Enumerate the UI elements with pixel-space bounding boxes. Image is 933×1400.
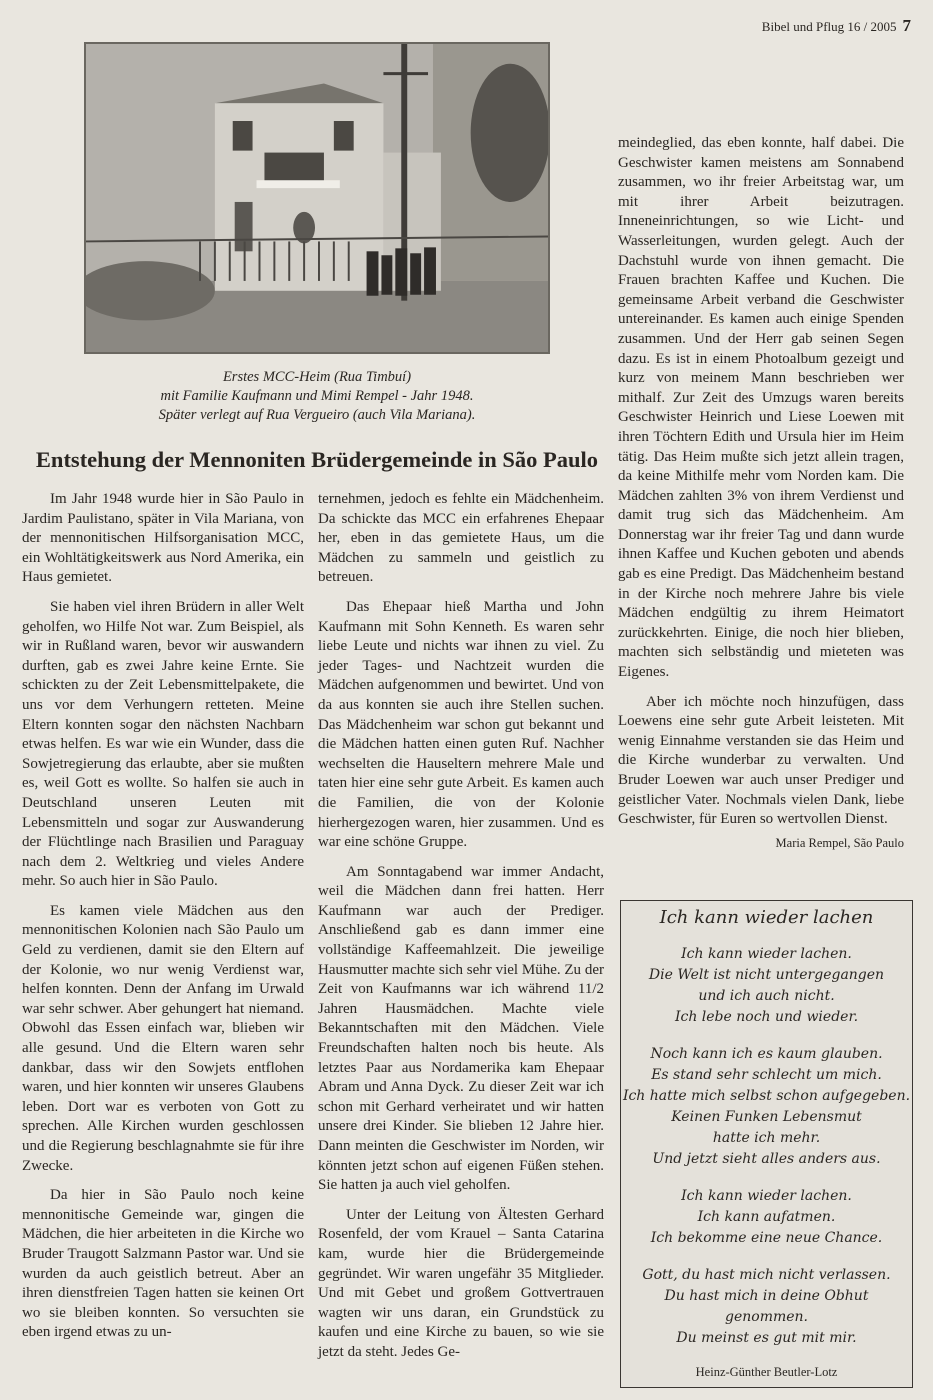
poem-line: Du meinst es gut mit mir. — [676, 1330, 857, 1346]
article-column-2 — [318, 490, 604, 1373]
page-number: 7 — [902, 16, 911, 35]
article-author: Maria Rempel, São Paulo — [775, 835, 904, 850]
paragraph: Im Jahr 1948 wurde hier in São Paulo in Jardim Paulistano, später in Vila Mariana, von der mennonitischen Hilfsorganisation MCC, ein Wohltätigkeitswerk aus Nord Amerika, ein Haus gemietet. — [22, 491, 304, 586]
poem-line: Gott, du hast mich nicht verlassen. — [642, 1267, 891, 1283]
poem-line: Ich kann aufatmen. — [697, 1209, 836, 1225]
poem-line: Du hast mich in deine Obhut — [664, 1288, 869, 1304]
paragraph: Es kamen viele Mädchen aus den mennonitischen Kolonien nach São Paulo um Geld zu verdienen, damit sie den Eltern auf der Kolonie, wo nur wenig Verdienst war, helfen konnten. Denn der Anfang im Urwald war sehr schwer. Aber gehungert hat niemand. Obwohl das Essen einfach war, blieben wir alle gesund. Und die Eltern waren sehr dankbar, dass wir den Sowjets entflohen waren, und hier konnten wir unseres Glaubens leben. Dort war es verboten von Gott zu sprechen. Alle Kirchen wurden geschlossen und die Regierung beschlagnahmte sie für ihre Zwecke. — [22, 902, 304, 1174]
poem-line: Keinen Funken Lebensmut — [671, 1109, 862, 1125]
poem-title: Ich kann wieder lachen — [659, 907, 874, 928]
article-column-3 — [618, 134, 904, 853]
poem-line: Ich lebe noch und wieder. — [674, 1009, 859, 1025]
paragraph: Sie haben viel ihren Brüdern in aller Welt geholfen, wo Hilfe Not war. Zum Beispiel, als wir in Rußland waren, bevor wir auswandern durften, gab es zwei Jahre keine Ernte. Sie schickten zu der Zeit Lebensmittelpakete, die uns vor dem Verhungern retteten. Meine Eltern konnten sogar den nächsten Nachbarn etwas helfen. Es war wie ein Wunder, dass die Sowjetregierung das erlaubte, aber sie mußten es, weil Gott es wollte. So halfen sie auch in Deutschland unseren Leuten mit Lebensmitteln und sogar zur Auswanderung der Flüchtlinge nach Brasilien und Paraguay nach dem 2. Weltkrieg und vieles Andere mehr. So auch hier in São Paulo. — [22, 598, 304, 890]
caption-line: Später verlegt auf Rua Vergueiro (auch Vila Mariana). — [158, 407, 476, 423]
paragraph: Unter der Leitung von Ältesten Gerhard Rosenfeld, der vom Krauel – Santa Catarina kam, wurde hier die Brüdergemeinde gegründet. Wir waren ungefähr 35 Mitglieder. Und mit Gebet und großem Gottvertrauen wagten wir uns daran, ein Grundstück zu kaufen und eine Kirche zu bauen, so wie sie jetzt da steht. Jedes Ge- — [318, 1206, 604, 1360]
poem-stanza — [621, 1265, 912, 1349]
poem-line: Ich kann wieder lachen. — [681, 946, 852, 962]
caption-line: mit Familie Kaufmann und Mimi Rempel - Jahr 1948. — [160, 388, 474, 404]
poem-line: Ich kann wieder lachen. — [681, 1188, 852, 1204]
poem-stanza — [621, 1044, 912, 1170]
poem-line: und ich auch nicht. — [698, 988, 835, 1004]
poem-line: Es stand sehr schlecht um mich. — [651, 1067, 882, 1083]
poem-line: hatte ich mehr. — [712, 1130, 821, 1146]
house-photo-drawing — [86, 44, 548, 352]
poem-line: Noch kann ich es kaum glauben. — [650, 1046, 883, 1062]
poem-line: Ich hatte mich selbst schon aufgegeben. — [622, 1088, 911, 1104]
paragraph: Da hier in São Paulo noch keine mennonitische Gemeinde war, gingen die Mädchen, die hier arbeiteten in die Kirche wo Bruder Traugott Salzmann Pastor war. Und sie wurden da auch geistlich betreut. Aber an ihren dienstfreien Tagen hatten sie keinen Ort wo sie bleiben konnten. So versuchten sie eben irgend etwas zu un- — [22, 1187, 304, 1341]
house-photo — [84, 42, 550, 354]
caption-line: Erstes MCC-Heim (Rua Timbuí) — [222, 369, 412, 385]
paragraph: meindeglied, das eben konnte, half dabei. Die Geschwister kamen meistens am Sonnabend zusammen, wo ihr freier Arbeitstag war, um mit ihrer Arbeit beizutragen. Inneneinrichtungen, so wie Licht- und Wasserleitungen, wurden gelegt. Auch der Dachstuhl wurde von ihnen gemacht. Die Frauen brachten Kaffee und Kuchen. Die gemeinsame Arbeit verband die Geschwister untereinander. Es kamen auch einige Spenden zusammen. Und der Herr gab seinen Segen dazu. Es ist in einem Photoalbum gezeigt und kurz von meinem Mann beschrieben wer mithalf. Zur Zeit des Umzugs waren bereits Geschwister Heinrich und Liese Loewen mit ihren Töchtern Edith und Ursula hier im Heim tätig. Das Heim mußte sich jetzt allein tragen, da keine Mithilfe mehr vom Norden kam. Die Mädchen zahlten 3% von ihrem Verdienst und damit trug sich das Mädchenheim. Am Donnerstag war ihr freier Tag und dann wurde ihnen Kaffee und Kuchen geboten und abends gab es eine Predigt. Das Mädchenheim bestand in der Kirche noch mehrere Jahre bis viele Mädchen endgültig zu ihrem Heimatort zurückkehrten. Einige, die noch hier blieben, machten sich selbständig und mieteten was Eigenes. — [618, 135, 904, 681]
poem-line: Die Welt ist nicht untergegangen — [648, 967, 885, 983]
article-title: Entstehung der Mennoniten Brüdergemeinde in São Paulo — [35, 447, 599, 472]
photo-caption — [80, 368, 554, 425]
poem-author: Heinz-Günther Beutler-Lotz — [695, 1365, 838, 1379]
poem-stanza — [621, 1186, 912, 1249]
poem-line: Ich bekomme eine neue Chance. — [650, 1230, 883, 1246]
paragraph: Aber ich möchte noch hinzufügen, dass Loewens eine sehr gute Arbeit leisteten. Mit wenig Einnahme verstanden sie das Heim und die Kirche wunderbar zu verwalten. Und Bruder Loewen war auch unser Prediger und geistlicher Vater. Nochmals vielen Dank, liebe Geschwister, für Euren so wertvollen Dienst. — [618, 693, 904, 828]
paragraph: Das Ehepaar hieß Martha und John Kaufmann mit Sohn Kenneth. Es waren sehr liebe Leute und nichts war ihnen zu viel. Zu jeder Tages- und Nachtzeit wurden die Mädchen aufgenommen und bewirtet. Und von da aus konnten sie auch ihre Stellen suchen. Das Mädchenheim war schon gut bekannt und die Mädchen hatten einen guten Ruf. Nachher wechselten die Hauseltern mehrere Male und taten hier eine sehr gute Arbeit. Es kamen auch die Familien, die von der Kolonie hierhergezogen waren, hier zusammen. Und es war eine schöne Gruppe. — [318, 598, 604, 851]
page-header — [762, 16, 911, 36]
poem-line: genommen. — [725, 1309, 808, 1325]
poem-stanza — [621, 944, 912, 1028]
journal-name: Bibel und Pflug 16 / 2005 — [761, 19, 897, 34]
poem-line: Und jetzt sieht alles anders aus. — [652, 1151, 881, 1167]
poem-box — [620, 900, 913, 1388]
paragraph: ternehmen, jedoch es fehlte ein Mädchenheim. Da schickte das MCC ein erfahrenes Ehepaar her, eben in das gemietete Haus, um die Mädchen zu sammeln und geistlich zu betreuen. — [318, 491, 604, 586]
article-column-1 — [22, 490, 304, 1353]
paragraph: Am Sonntagabend war immer Andacht, weil die Mädchen dann frei hatten. Herr Kaufmann war auch der Prediger. Anschließend gab es dann immer eine vollständige Kaffeemahlzeit. Die jeweilige Hausmutter machte sich sehr viel Mühe. Zu der Zeit von Kaufmanns war ich während 11/2 Jahren Hausmädchen. Machte viele Bekanntschaften mit den Mädchen. Viele Freundschaften halten noch bis heute. Als letztes Paar aus Nordamerika kam Ehepaar Abram und Anna Dyck. Zu dieser Zeit war ich schon mit Gerhard verheiratet und wir hatten unsere drei Kinder. Sie blieben 12 Jahre hier. Dann meinten die Geschwister im Norden, wir könnten jetzt schon auf eigenen Füßen stehen. Sie hatten ja auch viel geholfen. — [318, 863, 604, 1194]
